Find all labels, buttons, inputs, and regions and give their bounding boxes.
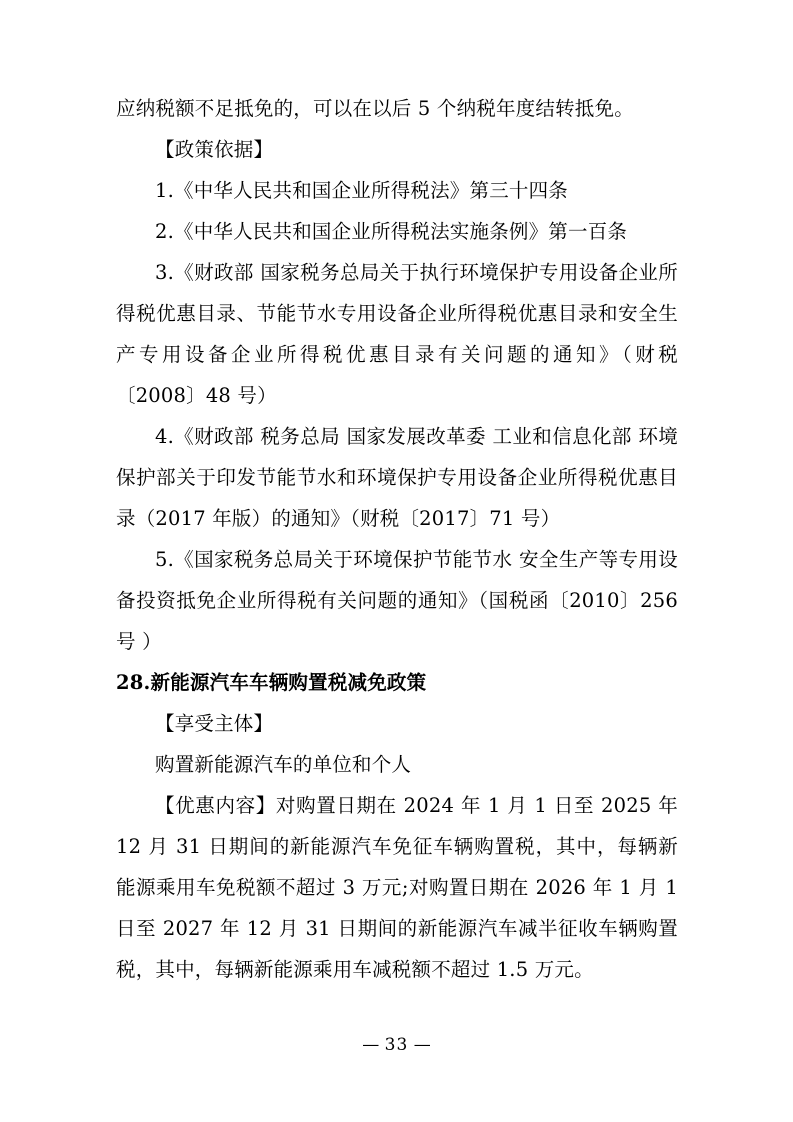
- paragraph-policy-basis-item-4: 4.《财政部 税务总局 国家发展改革委 工业和信息化部 环境保护部关于印发节能节水和环境保护专用设备企业所得税优惠目录（2017 年版）的通知》（财税〔2017〕71 号）: [116, 425, 678, 530]
- page-number: 33: [384, 1035, 409, 1055]
- paragraph-policy-basis-label: 【政策依据】: [155, 138, 274, 161]
- paragraph-eligible-subject-label: 【享受主体】: [155, 712, 274, 735]
- page-content: [116, 88, 678, 990]
- paragraph-policy-basis-item-5: 5.《国家税务总局关于环境保护节能节水 安全生产等专用设备投资抵免企业所得税有关问题的通知》（国税函〔2010〕256 号 ）: [116, 548, 678, 653]
- paragraph-benefit-content: 【优惠内容】对购置日期在 2024 年 1 月 1 日至 2025 年 12 月 31 日期间的新能源汽车免征车辆购置税，其中，每辆新能源乘用车免税额不超过 3 万元;对购置日期在 2026 年 1 月 1 日至 2027 年 12 月 31 日期间的新能源汽车减半征收车辆购置税，其中，每辆新能源乘用车减税额不超过 1.5 万元。: [116, 794, 678, 981]
- footer-dash-right: —: [413, 1035, 431, 1055]
- footer-dash-left: —: [362, 1035, 380, 1055]
- paragraph-eligible-subject-body: 购置新能源汽车的单位和个人: [155, 753, 412, 776]
- paragraph-policy-basis-item-3: 3.《财政部 国家税务总局关于执行环境保护专用设备企业所得税优惠目录、节能节水专用设备企业所得税优惠目录和安全生产专用设备企业所得税优惠目录有关问题的通知》（财税〔2008〕48 号）: [116, 261, 678, 407]
- paragraph-policy-basis-item-2: 2.《中华人民共和国企业所得税法实施条例》第一百条: [155, 220, 628, 243]
- paragraph-carryforward: 应纳税额不足抵免的，可以在以后 5 个纳税年度结转抵免。: [116, 97, 634, 120]
- paragraph-policy-basis-item-1: 1.《中华人民共和国企业所得税法》第三十四条: [155, 179, 569, 202]
- page-footer: [0, 1035, 793, 1055]
- section-heading-28: 28.新能源汽车车辆购置税减免政策: [116, 671, 427, 694]
